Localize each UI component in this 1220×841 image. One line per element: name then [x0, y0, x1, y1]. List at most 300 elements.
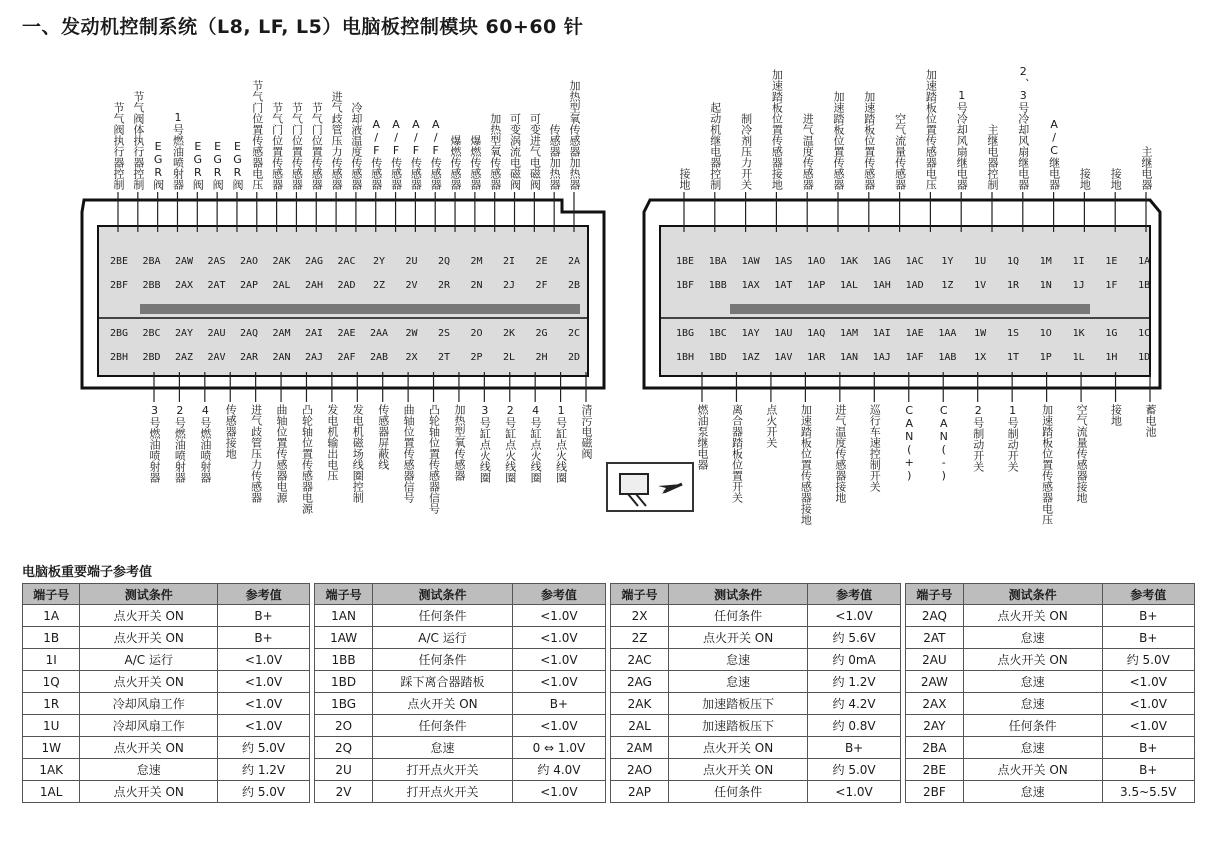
pin-label: 2Z — [372, 280, 386, 291]
table-row — [315, 627, 606, 649]
table-row — [23, 693, 310, 715]
pin-function-label: 加速踏板位置传感器电压 — [924, 69, 938, 190]
pin-function-label: 离合器踏板位置开关 — [730, 404, 744, 503]
table-cell: <1.0V — [512, 671, 605, 693]
pin-label: 1U — [974, 256, 987, 267]
pin-label: 2N — [470, 280, 483, 291]
pin-label: 2AX — [174, 280, 194, 291]
pin-label: 2C — [567, 328, 581, 339]
pin-function-label: 传感器屏蔽线 — [376, 404, 390, 470]
table-cell: 任何条件 — [669, 605, 808, 627]
table-row — [315, 759, 606, 781]
pin-label: 1BD — [708, 352, 727, 363]
pin-function-label: 节气门位置传感器 — [270, 102, 284, 190]
pin-label: 1BE — [675, 256, 695, 267]
pin-function-label: 节气门位置传感器 — [310, 102, 324, 190]
table-header: 参考值 — [218, 584, 310, 605]
table-cell: 2Z — [611, 627, 669, 649]
table-row — [315, 737, 606, 759]
table-cell: 约 0mA — [808, 649, 901, 671]
pin-label: 1C — [1138, 328, 1151, 339]
table-row — [315, 671, 606, 693]
pin-label: 2AW — [174, 256, 194, 267]
pin-function-label: 发电机磁场线圈控制 — [351, 404, 365, 503]
table-cell: 1AL — [23, 781, 80, 803]
table-cell: <1.0V — [512, 781, 605, 803]
table-cell: 点火开关 ON — [669, 759, 808, 781]
table-row — [906, 737, 1195, 759]
table-row — [611, 737, 901, 759]
table-cell: B+ — [1102, 737, 1194, 759]
table-row — [611, 605, 901, 627]
pin-label: 2AO — [239, 256, 259, 267]
pin-label: 1AK — [839, 256, 859, 267]
pin-label: 2AE — [337, 328, 356, 339]
pin-function-label: 进气温度传感器接地 — [833, 404, 847, 503]
table-cell: 约 5.6V — [808, 627, 901, 649]
pin-label: 2AA — [369, 328, 389, 339]
pin-label: 1N — [1039, 280, 1052, 291]
table-cell: 0 ⇔ 1.0V — [512, 737, 605, 759]
pin-function-label: 2号缸点火线圈 — [503, 404, 517, 483]
pin-label: 1AO — [807, 256, 826, 267]
pin-function-label: 冷却液温度传感器 — [349, 102, 363, 190]
pin-function-label: 点火开关 — [764, 404, 778, 448]
table-row — [611, 781, 901, 803]
table-row — [906, 671, 1195, 693]
pin-label: 2D — [567, 352, 581, 363]
table-cell: 2O — [315, 715, 373, 737]
table-row — [611, 671, 901, 693]
table-cell: B+ — [1102, 627, 1194, 649]
pin-function-label: 加速踏板位置传感器 — [832, 91, 845, 190]
table-cell: 2BF — [906, 781, 964, 803]
table-cell: 1I — [23, 649, 80, 671]
table-row — [23, 715, 310, 737]
table-row — [315, 781, 606, 803]
pin-label: 1AZ — [741, 352, 760, 363]
table-row — [23, 649, 310, 671]
table-header: 测试条件 — [669, 584, 808, 605]
table-cell: <1.0V — [512, 605, 605, 627]
reference-section-title: 电脑板重要端子参考值 — [22, 565, 153, 580]
table-cell: 1W — [23, 737, 80, 759]
pin-label: 1AH — [872, 280, 891, 291]
pin-label: 1B — [1138, 280, 1151, 291]
pin-function-label: 进气温度传感器 — [801, 113, 815, 190]
pin-label: 1T — [1006, 352, 1020, 363]
pin-label: 1K — [1072, 328, 1085, 339]
table-cell: 怠速 — [80, 759, 218, 781]
pin-label: 2AM — [272, 328, 291, 339]
pin-function-label: 起动机继电器控制 — [708, 102, 722, 190]
pin-label: 2H — [535, 352, 548, 363]
table-header: 测试条件 — [80, 584, 218, 605]
pin-function-label: 加热型氧传感器 — [488, 113, 502, 190]
pin-function-label: 巡行车速控制开关 — [868, 404, 882, 492]
pin-label: 1AN — [839, 352, 859, 363]
pin-label: 1AI — [872, 328, 891, 339]
pin-label: 1AJ — [872, 352, 891, 363]
table-cell: <1.0V — [218, 649, 310, 671]
table-row — [611, 759, 901, 781]
table-header: 端子号 — [23, 584, 80, 605]
table-cell: 1B — [23, 627, 80, 649]
pin-label: 1AT — [774, 280, 793, 291]
pin-label: 2AI — [304, 328, 324, 339]
pin-label: 2AY — [174, 328, 194, 339]
table-cell: 约 4.0V — [512, 759, 605, 781]
table-row — [906, 627, 1195, 649]
reference-table — [314, 583, 606, 803]
pin-label: 2AS — [207, 256, 226, 267]
table-cell: 1AN — [315, 605, 373, 627]
table-cell: 怠速 — [963, 737, 1102, 759]
pin-function-label: 加热型氧传感器加热器 — [568, 80, 581, 190]
table-cell: 任何条件 — [963, 715, 1102, 737]
table-cell: 点火开关 ON — [373, 693, 513, 715]
pin-label: 2BE — [109, 256, 129, 267]
pin-label: 1A — [1138, 256, 1151, 267]
pin-label: 2O — [470, 328, 483, 339]
table-cell: <1.0V — [1102, 715, 1194, 737]
table-cell: 2V — [315, 781, 373, 803]
pin-function-label: 2、3号冷却风扇继电器 — [1016, 65, 1030, 190]
pin-label: 2Y — [372, 256, 386, 267]
table-cell: 2AY — [906, 715, 964, 737]
reference-table — [610, 583, 901, 803]
pin-label: 1E — [1105, 256, 1118, 267]
pin-label: 1Y — [941, 256, 954, 267]
table-cell: 怠速 — [373, 737, 513, 759]
table-row — [23, 737, 310, 759]
table-cell: B+ — [512, 693, 605, 715]
table-row — [23, 627, 310, 649]
table-cell: 踩下离合器踏板 — [373, 671, 513, 693]
pin-function-label: 发电机输出电压 — [325, 404, 339, 481]
pin-function-label: CAN(+) — [902, 404, 916, 482]
pin-label: 2AG — [304, 256, 324, 267]
pin-label: 1O — [1039, 328, 1052, 339]
pin-label: 1AF — [905, 352, 924, 363]
table-cell: 2U — [315, 759, 373, 781]
table-cell: 2AT — [906, 627, 964, 649]
table-cell: <1.0V — [218, 715, 310, 737]
pin-label: 2AN — [272, 352, 291, 363]
pin-label: 1AD — [905, 280, 924, 291]
table-cell: 1R — [23, 693, 80, 715]
pin-label: 2AQ — [239, 328, 259, 339]
pin-label: 1AC — [905, 256, 924, 267]
table-cell: <1.0V — [512, 649, 605, 671]
pin-label: 2AZ — [174, 352, 194, 363]
table-cell: 1AW — [315, 627, 373, 649]
pin-label: 1BC — [708, 328, 727, 339]
pin-label: 2AK — [272, 256, 291, 267]
table-row — [906, 693, 1195, 715]
pin-label: 1AY — [741, 328, 760, 339]
table-cell: 点火开关 ON — [963, 759, 1102, 781]
pin-function-label: 凸轮轴位置传感器信号 — [427, 404, 441, 514]
table-cell: 点火开关 ON — [669, 627, 808, 649]
table-cell: 约 5.0V — [808, 759, 901, 781]
table-cell: A/C 运行 — [80, 649, 218, 671]
pin-function-label: 空气流量传感器 — [893, 113, 907, 190]
pin-label: 1V — [974, 280, 987, 291]
pin-label: 2AH — [304, 280, 324, 291]
table-cell: 2AQ — [906, 605, 964, 627]
table-cell: 点火开关 ON — [80, 627, 218, 649]
table-row — [315, 715, 606, 737]
table-row — [611, 627, 901, 649]
pin-function-label: 加速踏板位置传感器电压 — [1040, 404, 1054, 525]
pin-function-label: 曲轴位置传感器电源 — [275, 404, 289, 503]
pin-function-label: 加速踏板位置传感器接地 — [799, 404, 813, 525]
connector-plug-icon — [606, 462, 694, 512]
table-cell: 冷却风扇工作 — [80, 715, 218, 737]
reference-table — [22, 583, 310, 803]
table-cell: 任何条件 — [373, 649, 513, 671]
pin-function-label: 3号燃油喷射器 — [148, 404, 161, 483]
pin-label: 1M — [1039, 256, 1052, 267]
pin-label: 1W — [974, 328, 987, 339]
table-cell: 3.5~5.5V — [1102, 781, 1194, 803]
pin-label: 1BA — [708, 256, 727, 267]
table-header: 参考值 — [1102, 584, 1194, 605]
table-cell: 2BE — [906, 759, 964, 781]
table-cell: 2AO — [611, 759, 669, 781]
pin-label: 1AL — [839, 280, 859, 291]
pin-label: 1BH — [675, 352, 695, 363]
table-row — [906, 781, 1195, 803]
pin-label: 1X — [974, 352, 987, 363]
table-cell: 2AC — [611, 649, 669, 671]
pin-label: 2P — [470, 352, 483, 363]
pin-function-label: 制冷剂压力开关 — [739, 113, 753, 190]
pin-label: 2BA — [142, 256, 161, 267]
pin-function-label: 4号缸点火线圈 — [529, 404, 543, 483]
pin-label: 2K — [502, 328, 516, 339]
table-cell: 加速踏板压下 — [669, 715, 808, 737]
table-row — [611, 715, 901, 737]
pin-label: 2A — [567, 256, 581, 267]
pin-function-label: 3号缸点火线圈 — [478, 404, 492, 483]
table-cell: 加速踏板压下 — [669, 693, 808, 715]
pin-label: 2BB — [142, 280, 161, 291]
pin-label: 2AU — [207, 328, 226, 339]
pin-label: 1H — [1105, 352, 1118, 363]
table-cell: 点火开关 ON — [80, 781, 218, 803]
pin-label: 2AR — [239, 352, 259, 363]
pin-function-label: EGR阀 — [191, 140, 205, 190]
table-cell: <1.0V — [218, 693, 310, 715]
page-title: 一、发动机控制系统（L8, LF, L5）电脑板控制模块 60+60 针 — [22, 16, 584, 38]
table-cell: 怠速 — [963, 781, 1102, 803]
table-cell: 约 0.8V — [808, 715, 901, 737]
pin-label: 2AV — [207, 352, 226, 363]
table-cell: 冷却风扇工作 — [80, 693, 218, 715]
pin-function-label: 空气流量传感器接地 — [1075, 404, 1089, 503]
table-cell: 2X — [611, 605, 669, 627]
pin-label: 2T — [437, 352, 451, 363]
pin-label: 1R — [1006, 280, 1020, 291]
table-cell: 1BG — [315, 693, 373, 715]
table-cell: 约 1.2V — [808, 671, 901, 693]
pin-label: 2U — [405, 256, 418, 267]
table-row — [23, 605, 310, 627]
pin-function-label: EGR阀 — [230, 140, 244, 190]
pin-function-label: 2号燃油喷射器 — [173, 404, 187, 483]
pin-function-label: 节气阀执行器控制 — [112, 102, 125, 190]
pin-label: 2BG — [109, 328, 129, 339]
table-cell: 2AU — [906, 649, 964, 671]
table-cell: <1.0V — [218, 671, 310, 693]
table-cell: B+ — [218, 627, 310, 649]
table-cell: <1.0V — [808, 781, 901, 803]
pin-function-label: 1号冷却风扇继电器 — [955, 89, 969, 190]
pin-function-label: 加速踏板位置传感器接地 — [770, 69, 784, 190]
table-row — [906, 605, 1195, 627]
pin-label: 2BC — [142, 328, 161, 339]
table-cell: 怠速 — [963, 627, 1102, 649]
pin-function-label: 4号燃油喷射器 — [198, 404, 212, 483]
pin-label: 1L — [1072, 352, 1085, 363]
table-cell: 任何条件 — [669, 781, 808, 803]
table-cell: 怠速 — [669, 671, 808, 693]
pin-label: 1BB — [708, 280, 727, 291]
table-cell: 约 1.2V — [218, 759, 310, 781]
table-row — [906, 715, 1195, 737]
table-cell: 1BB — [315, 649, 373, 671]
table-cell: 2AL — [611, 715, 669, 737]
pin-label: 2Q — [437, 256, 451, 267]
pin-label: 2X — [405, 352, 418, 363]
pin-function-label: 节气门位置传感器 — [290, 102, 304, 190]
table-cell: <1.0V — [1102, 693, 1194, 715]
pin-function-label: 爆燃传感器 — [449, 135, 463, 190]
pin-label: 1AX — [741, 280, 760, 291]
pin-function-label: 进气歧管压力传感器 — [330, 91, 344, 190]
pin-function-label: 进气歧管压力传感器 — [249, 404, 263, 503]
pin-label: 2AC — [337, 256, 356, 267]
table-row — [23, 671, 310, 693]
pin-function-label: 节气阀体执行器控制 — [131, 91, 145, 190]
pin-function-label: 接地 — [1078, 168, 1092, 190]
pin-label: 2I — [502, 256, 516, 267]
table-row — [23, 759, 310, 781]
pin-label: 2E — [535, 256, 548, 267]
pin-label: 2G — [535, 328, 548, 339]
table-row — [315, 605, 606, 627]
table-cell: 怠速 — [963, 671, 1102, 693]
pin-function-label: EGR阀 — [211, 140, 225, 190]
table-cell: 约 5.0V — [218, 781, 310, 803]
pin-function-label: 曲轴位置传感器信号 — [402, 404, 416, 503]
pin-function-label: 主继电器控制 — [986, 124, 999, 190]
pin-label: 2AD — [337, 280, 356, 291]
pin-function-label: 传感器接地 — [224, 404, 238, 459]
table-cell: <1.0V — [512, 627, 605, 649]
pin-label: 2S — [437, 328, 451, 339]
table-cell: B+ — [218, 605, 310, 627]
pin-label: 2AP — [239, 280, 259, 291]
table-cell: 1BD — [315, 671, 373, 693]
table-cell: 2Q — [315, 737, 373, 759]
pin-label: 1AM — [839, 328, 859, 339]
table-row — [315, 649, 606, 671]
table-cell: 任何条件 — [373, 715, 513, 737]
pin-function-label: 燃油泵继电器 — [696, 404, 709, 470]
table-cell: 任何条件 — [373, 605, 513, 627]
table-header: 参考值 — [808, 584, 901, 605]
table-header: 参考值 — [512, 584, 605, 605]
pin-function-label: 1号缸点火线圈 — [554, 404, 568, 483]
pin-label: 2AT — [207, 280, 226, 291]
pin-function-label: 加速踏板位置传感器 — [862, 91, 876, 190]
pin-label: 1AA — [938, 328, 957, 339]
table-row — [611, 649, 901, 671]
table-header: 测试条件 — [963, 584, 1102, 605]
pin-label: 1S — [1006, 328, 1020, 339]
pin-function-label: 蓄电池 — [1144, 404, 1157, 437]
reference-table — [905, 583, 1195, 803]
pin-function-label: A/F传感器 — [389, 118, 403, 190]
table-header: 端子号 — [906, 584, 964, 605]
pin-label: 2AJ — [304, 352, 324, 363]
pin-label: 1AQ — [807, 328, 826, 339]
pin-function-label: 2号制动开关 — [971, 404, 985, 472]
table-cell: 2AP — [611, 781, 669, 803]
pin-label: 1I — [1072, 256, 1085, 267]
pin-label: 1Z — [941, 280, 954, 291]
table-cell: B+ — [1102, 605, 1194, 627]
pin-label: 1AG — [872, 256, 891, 267]
table-cell: <1.0V — [808, 605, 901, 627]
table-cell: 2AK — [611, 693, 669, 715]
pin-function-label: A/F传感器 — [409, 118, 423, 190]
table-cell: 点火开关 ON — [80, 737, 218, 759]
pin-label: 2BF — [109, 280, 129, 291]
pin-label: 2AL — [272, 280, 291, 291]
table-cell: 1U — [23, 715, 80, 737]
pin-function-label: EGR阀 — [151, 140, 165, 190]
pin-label: 2L — [502, 352, 516, 363]
pin-label: 1BG — [675, 328, 695, 339]
table-cell: 点火开关 ON — [669, 737, 808, 759]
pin-label: 1AE — [905, 328, 924, 339]
pin-function-label: 可变涡流电磁阀 — [508, 113, 522, 190]
pin-label: 2BD — [142, 352, 161, 363]
pin-label: 1G — [1105, 328, 1118, 339]
table-cell: 1A — [23, 605, 80, 627]
pin-label: 2J — [502, 280, 516, 291]
pin-function-label: A/F传感器 — [369, 118, 383, 190]
table-cell: 2AG — [611, 671, 669, 693]
table-row — [611, 693, 901, 715]
table-cell: 点火开关 ON — [963, 649, 1102, 671]
pin-function-label: 主继电器 — [1140, 146, 1153, 190]
pin-function-label: 爆燃传感器 — [468, 135, 482, 190]
table-row — [23, 781, 310, 803]
table-header: 端子号 — [611, 584, 669, 605]
table-cell: 2BA — [906, 737, 964, 759]
pin-function-label: A/C继电器 — [1047, 118, 1061, 190]
table-cell: B+ — [808, 737, 901, 759]
pin-label: 1AP — [807, 280, 826, 291]
pin-label: 2V — [405, 280, 418, 291]
table-cell: B+ — [1102, 759, 1194, 781]
table-cell: A/C 运行 — [373, 627, 513, 649]
